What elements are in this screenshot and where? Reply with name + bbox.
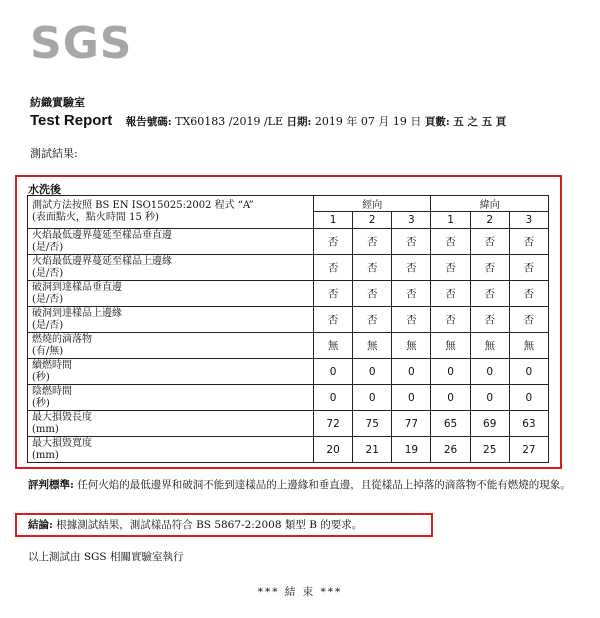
weft-header: 緯向 bbox=[431, 196, 549, 212]
result-value: 否 bbox=[431, 255, 470, 281]
result-value: 否 bbox=[431, 229, 470, 255]
result-value: 否 bbox=[470, 307, 509, 333]
end-marker: *** 結 束 *** bbox=[257, 586, 343, 598]
result-value: 25 bbox=[470, 437, 509, 463]
result-value: 否 bbox=[470, 229, 509, 255]
criteria-paragraph bbox=[28, 478, 573, 492]
result-value: 否 bbox=[392, 255, 431, 281]
result-value: 否 bbox=[392, 307, 431, 333]
result-value: 無 bbox=[431, 333, 470, 359]
table-row bbox=[28, 411, 549, 437]
result-value: 0 bbox=[353, 359, 392, 385]
row-label-main: 燃燒的滴落物 bbox=[32, 333, 92, 345]
row-label-unit: (是/否) bbox=[32, 293, 64, 305]
result-value: 0 bbox=[392, 385, 431, 411]
table-row bbox=[28, 359, 549, 385]
report-no-label: 報告號碼: bbox=[125, 116, 172, 128]
table-row bbox=[28, 281, 549, 307]
result-value: 20 bbox=[314, 437, 353, 463]
row-label bbox=[28, 333, 314, 359]
row-label-main: 續燃時間 bbox=[32, 359, 72, 371]
result-value: 否 bbox=[353, 281, 392, 307]
table-row bbox=[28, 333, 549, 359]
method-line-2: (表面點火，點火時間 15 秒) bbox=[32, 212, 159, 223]
method-line-1: 測試方法按照 BS EN ISO15025:2002 程式 “A” bbox=[32, 200, 254, 211]
row-label bbox=[28, 411, 314, 437]
result-value: 0 bbox=[314, 385, 353, 411]
row-label bbox=[28, 281, 314, 307]
row-label bbox=[28, 307, 314, 333]
row-label-main: 陰燃時間 bbox=[32, 385, 72, 397]
result-value: 否 bbox=[470, 255, 509, 281]
criteria-label: 評判標準: bbox=[28, 479, 74, 491]
result-value: 0 bbox=[470, 359, 509, 385]
row-label-unit: (秒) bbox=[32, 397, 50, 409]
table-row bbox=[28, 307, 549, 333]
result-value: 65 bbox=[431, 411, 470, 437]
specimen-number: 1 bbox=[431, 212, 470, 229]
specimen-number: 3 bbox=[392, 212, 431, 229]
result-value: 否 bbox=[314, 307, 353, 333]
result-value: 0 bbox=[353, 385, 392, 411]
row-label-unit: (是/否) bbox=[32, 241, 64, 253]
row-label-main: 最大損毀長度 bbox=[32, 411, 92, 423]
result-value: 0 bbox=[509, 385, 548, 411]
row-label bbox=[28, 255, 314, 281]
row-label bbox=[28, 385, 314, 411]
result-value: 75 bbox=[353, 411, 392, 437]
specimen-number: 1 bbox=[314, 212, 353, 229]
result-value: 否 bbox=[392, 281, 431, 307]
table-row bbox=[28, 255, 549, 281]
result-value: 否 bbox=[353, 307, 392, 333]
conclusion-label: 結論: bbox=[28, 519, 53, 531]
row-label-main: 火焰最低邊界蔓延至樣品垂直邊 bbox=[32, 229, 172, 241]
results-table bbox=[27, 195, 549, 463]
row-label-unit: (是/否) bbox=[32, 319, 64, 331]
result-value: 77 bbox=[392, 411, 431, 437]
lab-name: 紡織實驗室 bbox=[30, 96, 85, 109]
result-value: 否 bbox=[509, 255, 548, 281]
performed-by-note: 以上測試由 SGS 相關實驗室執行 bbox=[28, 551, 184, 563]
row-label-main: 破洞到達樣品垂直邊 bbox=[32, 281, 122, 293]
result-value: 0 bbox=[431, 385, 470, 411]
specimen-number: 2 bbox=[470, 212, 509, 229]
result-value: 無 bbox=[314, 333, 353, 359]
result-value: 否 bbox=[314, 229, 353, 255]
row-label-main: 火焰最低邊界蔓延至樣品上邊緣 bbox=[32, 255, 172, 267]
result-value: 19 bbox=[392, 437, 431, 463]
result-value: 27 bbox=[509, 437, 548, 463]
result-value: 0 bbox=[431, 359, 470, 385]
result-value: 0 bbox=[392, 359, 431, 385]
result-value: 否 bbox=[509, 281, 548, 307]
result-value: 72 bbox=[314, 411, 353, 437]
row-label-unit: (mm) bbox=[32, 423, 59, 435]
table-row bbox=[28, 385, 549, 411]
result-value: 0 bbox=[509, 359, 548, 385]
result-value: 63 bbox=[509, 411, 548, 437]
row-label-unit: (mm) bbox=[32, 449, 59, 461]
conclusion-line bbox=[28, 517, 362, 532]
row-label-main: 破洞到達樣品上邊緣 bbox=[32, 307, 122, 319]
results-label: 測試結果: bbox=[30, 147, 78, 160]
report-date: 2019 年 07 月 19 日 bbox=[314, 115, 422, 128]
row-label bbox=[28, 359, 314, 385]
row-label bbox=[28, 229, 314, 255]
conclusion-text: 根據測試結果，測試樣品符合 BS 5867-2:2008 類型 B 的要求。 bbox=[56, 519, 363, 531]
result-value: 否 bbox=[353, 255, 392, 281]
section-title: 水洗後 bbox=[28, 183, 61, 196]
report-no: TX60183 /2019 /LE bbox=[175, 115, 284, 128]
specimen-number: 2 bbox=[353, 212, 392, 229]
specimen-number: 3 bbox=[509, 212, 548, 229]
table-row bbox=[28, 437, 549, 463]
warp-header: 經向 bbox=[314, 196, 431, 212]
result-value: 否 bbox=[314, 281, 353, 307]
row-label-unit: (是/否) bbox=[32, 267, 64, 279]
row-label bbox=[28, 437, 314, 463]
result-value: 否 bbox=[470, 281, 509, 307]
report-header-line bbox=[30, 112, 506, 129]
result-value: 0 bbox=[470, 385, 509, 411]
result-value: 無 bbox=[470, 333, 509, 359]
row-label-main: 最大損毀寬度 bbox=[32, 437, 92, 449]
result-value: 無 bbox=[392, 333, 431, 359]
result-value: 無 bbox=[509, 333, 548, 359]
table-row bbox=[28, 229, 549, 255]
result-value: 否 bbox=[431, 281, 470, 307]
page-count: 五 之 五 頁 bbox=[453, 116, 507, 128]
result-value: 69 bbox=[470, 411, 509, 437]
report-title: Test Report bbox=[30, 112, 113, 129]
criteria-text: 任何火焰的最低邊界和破洞不能到達樣品的上邊緣和垂直邊，且從樣品上掉落的滴落物不能有燃燒的現象。 bbox=[77, 479, 571, 491]
result-value: 否 bbox=[392, 229, 431, 255]
result-value: 26 bbox=[431, 437, 470, 463]
pages-label: 頁數: bbox=[424, 116, 450, 128]
result-value: 0 bbox=[314, 359, 353, 385]
row-label-unit: (有/無) bbox=[32, 345, 64, 357]
date-label: 日期: bbox=[286, 116, 312, 128]
sgs-logo: SGS bbox=[30, 18, 133, 69]
result-value: 21 bbox=[353, 437, 392, 463]
result-value: 否 bbox=[509, 229, 548, 255]
method-cell bbox=[28, 196, 314, 229]
row-label-unit: (秒) bbox=[32, 371, 50, 383]
result-value: 否 bbox=[431, 307, 470, 333]
result-value: 否 bbox=[509, 307, 548, 333]
result-value: 否 bbox=[314, 255, 353, 281]
result-value: 無 bbox=[353, 333, 392, 359]
result-value: 否 bbox=[353, 229, 392, 255]
